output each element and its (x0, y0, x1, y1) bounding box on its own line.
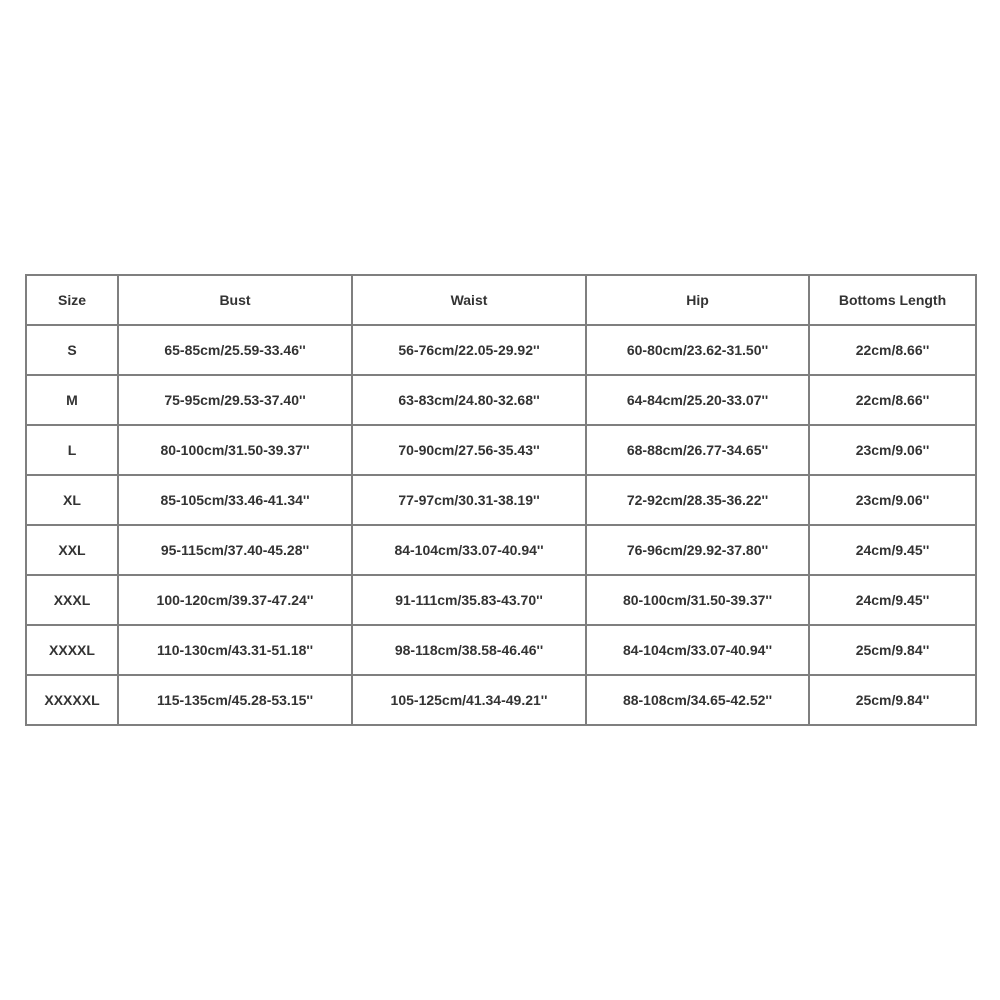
cell-bust: 80-100cm/31.50-39.37'' (118, 425, 352, 475)
table-row (26, 325, 976, 375)
cell-bust: 110-130cm/43.31-51.18'' (118, 625, 352, 675)
header-waist: Waist (352, 275, 586, 325)
table-row (26, 375, 976, 425)
cell-hip: 76-96cm/29.92-37.80'' (586, 525, 809, 575)
cell-size: XXL (26, 525, 118, 575)
cell-hip: 68-88cm/26.77-34.65'' (586, 425, 809, 475)
cell-hip: 80-100cm/31.50-39.37'' (586, 575, 809, 625)
cell-bust: 75-95cm/29.53-37.40'' (118, 375, 352, 425)
header-hip: Hip (586, 275, 809, 325)
cell-waist: 56-76cm/22.05-29.92'' (352, 325, 586, 375)
table-body (26, 325, 976, 725)
cell-bust: 95-115cm/37.40-45.28'' (118, 525, 352, 575)
cell-hip: 64-84cm/25.20-33.07'' (586, 375, 809, 425)
cell-bottoms-length: 22cm/8.66'' (809, 325, 976, 375)
cell-size: L (26, 425, 118, 475)
cell-bust: 100-120cm/39.37-47.24'' (118, 575, 352, 625)
cell-bottoms-length: 23cm/9.06'' (809, 425, 976, 475)
cell-size: S (26, 325, 118, 375)
cell-bottoms-length: 25cm/9.84'' (809, 625, 976, 675)
cell-size: M (26, 375, 118, 425)
cell-size: XXXXL (26, 625, 118, 675)
cell-bust: 85-105cm/33.46-41.34'' (118, 475, 352, 525)
cell-bottoms-length: 23cm/9.06'' (809, 475, 976, 525)
table-row (26, 525, 976, 575)
table-row (26, 475, 976, 525)
cell-hip: 84-104cm/33.07-40.94'' (586, 625, 809, 675)
cell-bottoms-length: 22cm/8.66'' (809, 375, 976, 425)
table-header (26, 275, 976, 325)
cell-waist: 91-111cm/35.83-43.70'' (352, 575, 586, 625)
size-chart-table (25, 274, 977, 726)
table-row (26, 425, 976, 475)
table-row (26, 575, 976, 625)
header-size: Size (26, 275, 118, 325)
cell-size: XL (26, 475, 118, 525)
table-row (26, 625, 976, 675)
cell-bust: 65-85cm/25.59-33.46'' (118, 325, 352, 375)
cell-size: XXXL (26, 575, 118, 625)
header-row (26, 275, 976, 325)
cell-bottoms-length: 25cm/9.84'' (809, 675, 976, 725)
cell-hip: 60-80cm/23.62-31.50'' (586, 325, 809, 375)
cell-bottoms-length: 24cm/9.45'' (809, 575, 976, 625)
header-bottoms-length: Bottoms Length (809, 275, 976, 325)
cell-bottoms-length: 24cm/9.45'' (809, 525, 976, 575)
header-bust: Bust (118, 275, 352, 325)
cell-hip: 88-108cm/34.65-42.52'' (586, 675, 809, 725)
cell-waist: 84-104cm/33.07-40.94'' (352, 525, 586, 575)
cell-size: XXXXXL (26, 675, 118, 725)
cell-waist: 77-97cm/30.31-38.19'' (352, 475, 586, 525)
cell-waist: 63-83cm/24.80-32.68'' (352, 375, 586, 425)
cell-waist: 98-118cm/38.58-46.46'' (352, 625, 586, 675)
cell-bust: 115-135cm/45.28-53.15'' (118, 675, 352, 725)
table-row (26, 675, 976, 725)
cell-waist: 105-125cm/41.34-49.21'' (352, 675, 586, 725)
cell-hip: 72-92cm/28.35-36.22'' (586, 475, 809, 525)
cell-waist: 70-90cm/27.56-35.43'' (352, 425, 586, 475)
